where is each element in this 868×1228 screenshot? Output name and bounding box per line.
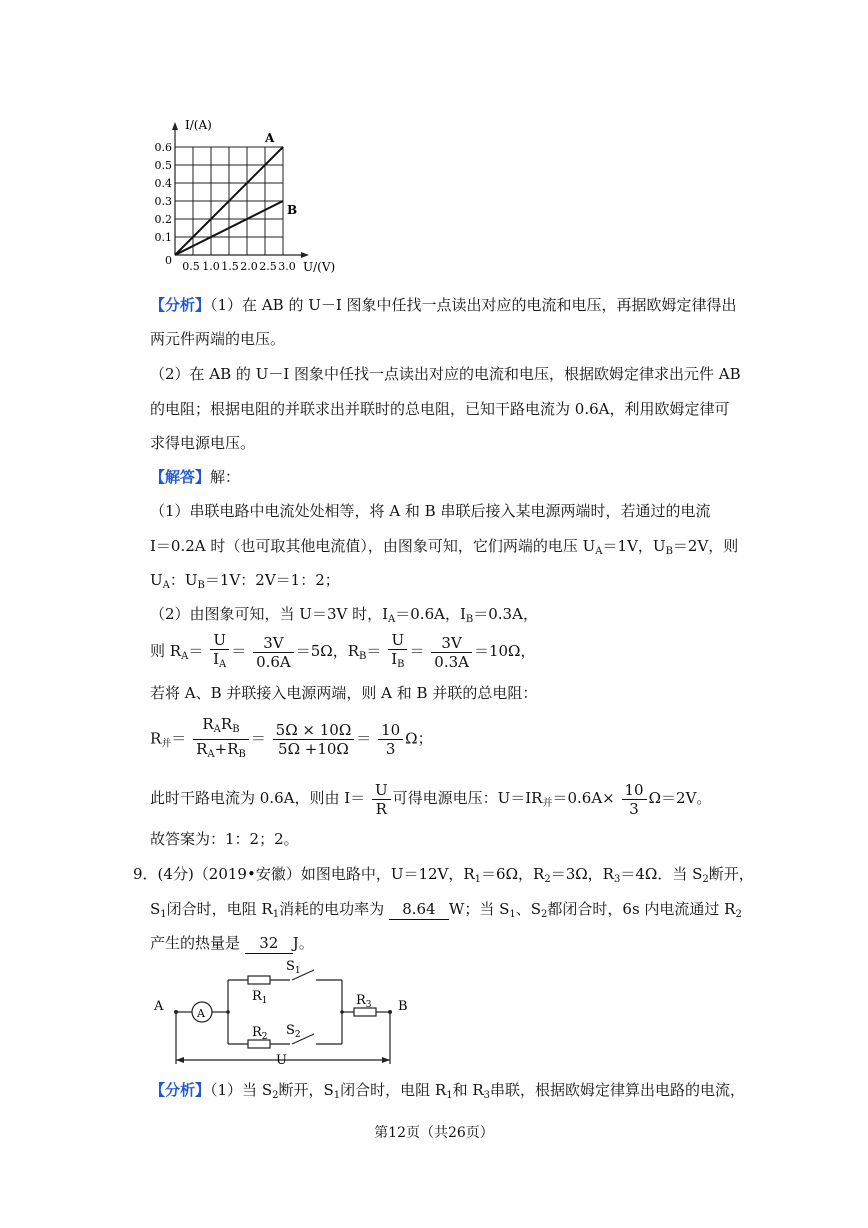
answer-line-3 xyxy=(150,536,738,562)
sub: 1 xyxy=(333,1090,341,1101)
line-a-label: A xyxy=(265,131,275,145)
origin-label: 0 xyxy=(165,254,172,267)
text: ＝1V：2V＝1：2； xyxy=(204,571,340,589)
q9-line-3 xyxy=(150,933,314,954)
y-tick-0.2: 0.2 xyxy=(154,213,172,226)
text: 、S xyxy=(515,900,542,918)
sub: B xyxy=(465,614,474,625)
q9-line-1 xyxy=(133,864,754,890)
x-tick-labels xyxy=(182,260,296,273)
analysis-line-4: 的电阻；根据电阻的并联求出并联时的总电阻，已知干路电流为 0.6A，利用欧姆定律可 xyxy=(150,400,730,418)
arrow-right-icon xyxy=(382,1057,390,1063)
text: 闭合时，电阻 R xyxy=(166,900,273,918)
answer-line-5 xyxy=(150,604,538,630)
text: ＝ xyxy=(171,729,187,748)
y-tick-0.1: 0.1 xyxy=(154,231,172,244)
terminal-a-dot xyxy=(174,1010,178,1014)
text: ＝3Ω，R xyxy=(550,865,614,883)
text: ＝ xyxy=(231,642,247,660)
den: 3 xyxy=(385,740,396,758)
den xyxy=(210,650,229,674)
q9-line-2 xyxy=(150,899,742,925)
formula-resistances xyxy=(150,628,536,680)
text: R xyxy=(202,715,214,733)
q9-analysis-tag: 【分析】 xyxy=(150,1081,211,1099)
num: U xyxy=(210,631,229,650)
den xyxy=(388,650,407,674)
formula-voltage xyxy=(150,775,711,827)
sub: A xyxy=(219,658,227,670)
text: Ω＝2V。 xyxy=(648,789,712,807)
text: 此时干路电流为 0.6A，则由 I＝ xyxy=(150,789,366,807)
text: R xyxy=(196,740,208,758)
text: ＝ xyxy=(356,729,372,748)
sub: 1 xyxy=(509,909,516,920)
ammeter-label: A xyxy=(197,1007,205,1020)
text: I xyxy=(213,649,220,668)
text: 断开， xyxy=(708,865,754,883)
den: R xyxy=(375,799,387,818)
voltage-u-label: U xyxy=(276,1053,287,1068)
page-footer: 第12页（共26页） xyxy=(374,1125,494,1141)
text: 闭合时，电阻 R xyxy=(340,1081,447,1099)
text: W；当 S xyxy=(448,900,510,918)
text: 消耗的电功率为 xyxy=(279,900,385,918)
arrow-left-icon xyxy=(176,1057,184,1063)
fraction-values xyxy=(273,721,355,758)
text: ＝0.3A， xyxy=(473,605,538,623)
text: 可得电源电压：U＝IR xyxy=(392,789,543,807)
x-tick-1.0: 1.0 xyxy=(202,260,220,273)
terminal-b-dot xyxy=(388,1010,392,1014)
y-axis-arrow xyxy=(172,122,178,130)
answer-line-2: （1）串联电路中电流处处相等，将 A 和 B 串联后接入某电源两端时，若通过的电流 xyxy=(150,502,711,520)
fraction-rarb xyxy=(193,715,249,764)
sub: 2 xyxy=(272,1090,279,1101)
analysis-line-1 xyxy=(150,295,737,315)
sub: 2 xyxy=(702,874,709,885)
answer-jie: 解： xyxy=(210,468,241,486)
num: 10 xyxy=(378,721,403,740)
num: 10 xyxy=(622,781,647,800)
text: 产生的热量是 xyxy=(150,934,241,952)
text: ＝5Ω，R xyxy=(295,642,360,660)
num: 3V xyxy=(431,634,472,653)
num: U xyxy=(372,781,391,800)
x-tick-0.5: 0.5 xyxy=(182,260,200,273)
answer-line-4 xyxy=(150,570,340,596)
text: ＝0.6A，I xyxy=(395,605,466,623)
answer-line-parallel: 若将 A、B 并联接入电源两端，则 A 和 B 并联的总电阻： xyxy=(150,684,538,702)
text: Ω； xyxy=(405,729,433,748)
text: S xyxy=(150,900,161,918)
fraction-u-over-ia xyxy=(210,631,229,674)
num: 3V xyxy=(253,634,294,653)
sub: A xyxy=(388,614,396,625)
analysis-line-3: （2）在 AB 的 U－I 图象中任找一点读出对应的电流和电压，根据欧姆定律求出元件 AB xyxy=(150,365,741,383)
sub: 2 xyxy=(541,909,548,920)
analysis-tag: 【分析】 xyxy=(150,296,211,314)
answer-tag: 【解答】 xyxy=(150,468,211,486)
sub: 2 xyxy=(544,874,551,885)
resistor-r1-icon xyxy=(248,976,270,984)
text: ＝6Ω，R xyxy=(481,865,545,883)
den: 3 xyxy=(629,799,639,818)
sub: 并 xyxy=(161,738,172,750)
text: ＝4Ω．当 S xyxy=(620,865,703,883)
text: ＝ xyxy=(366,642,382,660)
text: ＝ xyxy=(188,642,204,660)
y-axis-label: I/(A) xyxy=(185,118,212,132)
den xyxy=(193,740,249,764)
sub: A xyxy=(207,749,215,760)
text: 则 R xyxy=(150,642,182,660)
text: 断开，S xyxy=(278,1081,334,1099)
text: 9．(4分)（2019•安徽）如图电路中，U＝12V，R xyxy=(133,865,475,883)
x-tick-2.0: 2.0 xyxy=(240,260,258,273)
sub: 2 xyxy=(735,909,742,920)
terminal-a-label: A xyxy=(154,999,164,1014)
sub: 1 xyxy=(474,874,482,885)
analysis-line-2: 两元件两端的电压。 xyxy=(150,330,286,348)
x-axis-arrow xyxy=(301,252,309,258)
sub: 3 xyxy=(613,874,621,885)
text: U xyxy=(150,571,163,589)
sub: B xyxy=(397,658,405,670)
y-tick-0.4: 0.4 xyxy=(154,177,172,190)
sub: 并 xyxy=(542,798,553,809)
text: ＝10Ω， xyxy=(473,642,536,660)
text: ＝ xyxy=(250,729,266,748)
sub: 3 xyxy=(483,1090,491,1101)
text: ＝1V，U xyxy=(602,537,666,555)
sub: B xyxy=(238,749,246,760)
text: 和 R xyxy=(452,1081,484,1099)
sub: A xyxy=(213,724,221,735)
y-tick-0.3: 0.3 xyxy=(154,195,172,208)
den: 0.6A xyxy=(256,652,291,671)
junction-dot xyxy=(340,1010,344,1014)
text: （1）当 S xyxy=(210,1081,273,1099)
den: 5Ω +10Ω xyxy=(278,740,349,758)
y-tick-labels xyxy=(155,141,173,244)
resistor-r1-label: $R_1$ xyxy=(252,989,268,1006)
sub: A xyxy=(181,651,189,662)
fraction-10-over-3 xyxy=(378,721,403,758)
text: （2）由图象可知，当 U＝3V 时，I xyxy=(150,605,389,623)
junction-dot xyxy=(226,1010,230,1014)
resistor-r2-label: $R_2$ xyxy=(252,1025,268,1042)
sub: B xyxy=(359,651,367,662)
text: R xyxy=(220,715,233,733)
text: ＝2V，则 xyxy=(672,537,739,555)
x-axis-label: U/(V) xyxy=(303,260,336,274)
terminal-b-label: B xyxy=(398,999,408,1014)
sub: B xyxy=(197,580,205,591)
text: ：U xyxy=(169,571,198,589)
x-tick-3.0: 3.0 xyxy=(278,260,296,273)
y-tick-0.6: 0.6 xyxy=(154,141,172,154)
text: 串联，根据欧姆定律算出电路的电流， xyxy=(490,1081,746,1099)
switch-s1-label: $S_1$ xyxy=(286,960,301,976)
text: R xyxy=(150,729,162,748)
fraction-10-over-3-b xyxy=(622,781,647,818)
sub: 1 xyxy=(160,909,167,920)
text: ＝0.6A× xyxy=(552,789,615,807)
text: I＝0.2A 时（也可取其他电流值），由图象可知，它们两端的电压 U xyxy=(150,537,596,555)
num xyxy=(193,715,249,740)
text: +R xyxy=(214,740,239,758)
fraction-3v-over-03a xyxy=(431,634,472,671)
num: U xyxy=(388,631,407,650)
sub: A xyxy=(595,546,603,557)
num: 5Ω × 10Ω xyxy=(273,721,355,740)
analysis-line-5: 求得电源电压。 xyxy=(150,434,256,452)
answer-line-1 xyxy=(150,467,240,487)
sub: 1 xyxy=(272,909,280,920)
fraction-u-over-r xyxy=(372,781,391,818)
sub: A xyxy=(162,580,170,591)
x-tick-1.5: 1.5 xyxy=(221,260,239,273)
text: 都闭合时，6s 内电流通过 R xyxy=(547,900,736,918)
switch-s2-label: $S_2$ xyxy=(286,1023,301,1040)
x-tick-2.5: 2.5 xyxy=(259,260,277,273)
fraction-3v-over-06a xyxy=(253,634,294,671)
analysis-text: （1）在 AB 的 U－I 图象中任找一点读出对应的电流和电压，再据欧姆定律得出 xyxy=(210,296,737,314)
ui-graph xyxy=(145,112,345,277)
y-tick-0.5: 0.5 xyxy=(154,159,172,172)
sub: 1 xyxy=(446,1090,453,1101)
answer-blank-1: 8.64 xyxy=(389,899,449,920)
resistor-r3-label: $R_3$ xyxy=(356,993,372,1010)
final-answer: 故答案为：1：2；2。 xyxy=(150,830,299,848)
text: ＝ xyxy=(409,642,425,660)
sub: B xyxy=(665,546,673,557)
formula-parallel xyxy=(150,715,433,768)
circuit-diagram xyxy=(150,960,430,1070)
line-b-label: B xyxy=(287,203,298,217)
text: I xyxy=(391,649,398,668)
fraction-u-over-ib xyxy=(388,631,407,674)
den: 0.3A xyxy=(434,652,469,671)
q9-analysis-line xyxy=(150,1080,745,1106)
text: J。 xyxy=(292,934,314,952)
answer-blank-2: 32 xyxy=(245,933,293,954)
sub: B xyxy=(232,724,240,735)
